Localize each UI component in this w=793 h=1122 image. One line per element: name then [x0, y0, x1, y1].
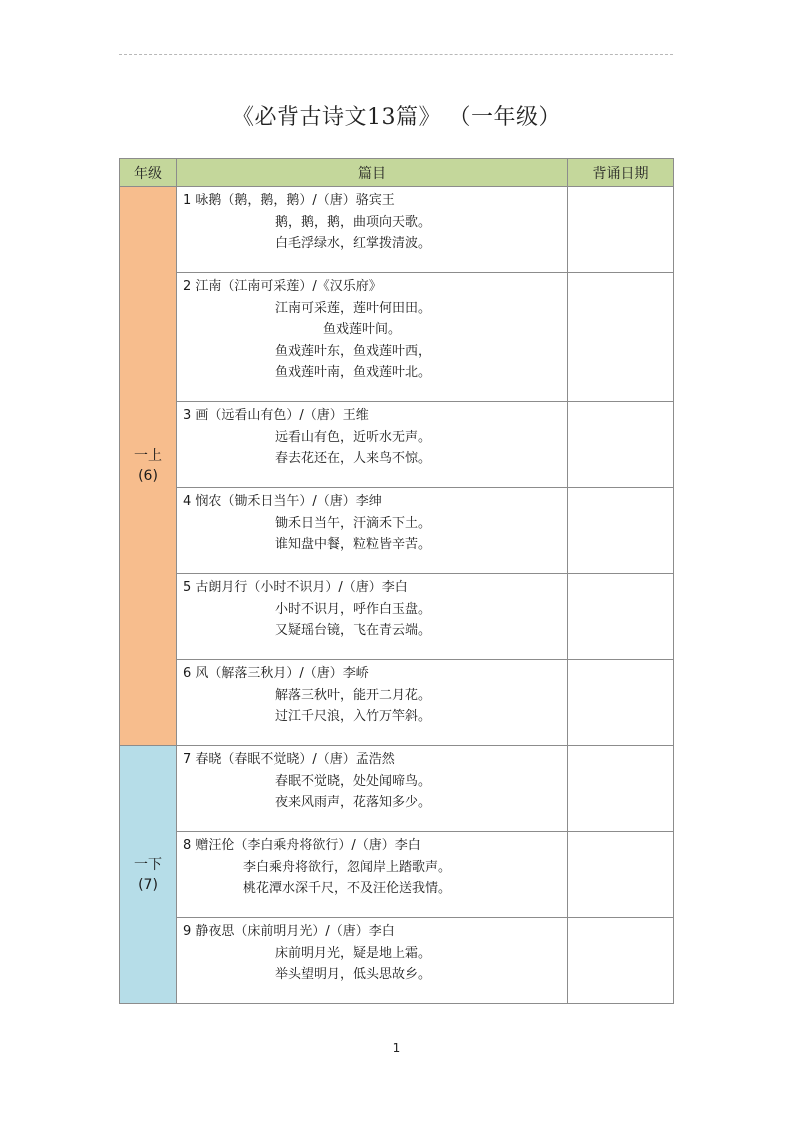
recite-date-cell[interactable]: [568, 187, 674, 273]
table-row: [120, 574, 674, 660]
recite-date-cell[interactable]: [568, 273, 674, 402]
poem-heading: 6 风（解落三秋月）/（唐）李峤: [183, 666, 369, 681]
table-header-row: [120, 159, 674, 187]
poem-cell: [177, 402, 568, 488]
poem-verse: 小时不识月，呼作白玉盘。: [275, 601, 432, 617]
grade-label: 一上: [134, 448, 162, 464]
poem-heading: 8 赠汪伦（李白乘舟将欲行）/（唐）李白: [183, 838, 421, 853]
poem-verse: 远看山有色，近听水无声。: [275, 429, 432, 445]
recite-date-cell[interactable]: [568, 832, 674, 918]
poem-verse: 鱼戏莲叶南，鱼戏莲叶北。: [275, 365, 432, 380]
poem-heading: 2 江南（江南可采莲）/《汉乐府》: [183, 279, 382, 294]
poem-verse: 李白乘舟将欲行，忽闻岸上踏歌声。: [243, 859, 452, 875]
header-divider: [119, 54, 673, 55]
table-row: [120, 746, 674, 832]
poem-cell: [177, 574, 568, 660]
poem-verse: 鹅，鹅，鹅，曲项向天歌。: [275, 214, 432, 230]
table-row: [120, 187, 674, 273]
table-row: [120, 402, 674, 488]
document-title: 《必背古诗文13篇》 （一年级）: [232, 105, 561, 130]
poem-verse: 春去花还在，人来鸟不惊。: [275, 451, 432, 466]
poem-verse: 鱼戏莲叶间。: [323, 322, 402, 337]
poem-cell: [177, 746, 568, 832]
poem-verse: 白毛浮绿水，红掌拨清波。: [275, 236, 432, 251]
grade-count: (6): [138, 468, 158, 484]
poem-verse: 床前明月光，疑是地上霜。: [275, 945, 432, 961]
header-date: 背诵日期: [568, 159, 674, 187]
poem-table: [119, 158, 674, 1004]
poem-verse: 春眠不觉晓，处处闻啼鸟。: [275, 773, 432, 789]
recite-date-cell[interactable]: [568, 488, 674, 574]
poem-verse: 夜来风雨声，花落知多少。: [275, 795, 432, 810]
poem-heading: 1 咏鹅（鹅，鹅，鹅）/（唐）骆宾王: [183, 193, 395, 208]
table-row: [120, 660, 674, 746]
grade-cell-first-semester: [120, 187, 177, 746]
poem-verse: 解落三秋叶，能开二月花。: [275, 687, 432, 703]
recite-date-cell[interactable]: [568, 402, 674, 488]
table-row: [120, 918, 674, 1004]
poem-verse: 举头望明月，低头思故乡。: [275, 967, 432, 982]
poem-heading: 3 画（远看山有色）/（唐）王维: [183, 408, 369, 423]
grade-cell-second-semester: [120, 746, 177, 1004]
page-number: 1: [392, 1041, 401, 1055]
poem-verse: 过江千尺浪，入竹万竿斜。: [275, 709, 432, 724]
poem-cell: [177, 273, 568, 402]
poem-verse: 锄禾日当午，汗滴禾下土。: [275, 515, 432, 531]
recite-date-cell[interactable]: [568, 918, 674, 1004]
poem-verse: 鱼戏莲叶东，鱼戏莲叶西，: [275, 343, 432, 359]
poem-verse: 桃花潭水深千尺，不及汪伦送我情。: [243, 881, 452, 896]
poem-heading: 4 悯农（锄禾日当午）/（唐）李绅: [183, 494, 382, 509]
header-title: 篇目: [177, 159, 568, 187]
grade-count: (7): [138, 876, 158, 893]
grade-label: 一下: [134, 856, 162, 873]
recite-date-cell[interactable]: [568, 574, 674, 660]
poem-heading: 7 春晓（春眠不觉晓）/（唐）孟浩然: [183, 752, 395, 767]
recite-date-cell[interactable]: [568, 746, 674, 832]
poem-heading: 5 古朗月行（小时不识月）/（唐）李白: [183, 580, 408, 595]
poem-cell: [177, 832, 568, 918]
poem-cell: [177, 187, 568, 273]
poem-cell: [177, 660, 568, 746]
poem-verse: 江南可采莲，莲叶何田田。: [275, 300, 432, 316]
poem-verse: 谁知盘中餐，粒粒皆辛苦。: [275, 537, 432, 552]
poem-heading: 9 静夜思（床前明月光）/（唐）李白: [183, 924, 395, 939]
table-row: [120, 273, 674, 402]
table-row: [120, 832, 674, 918]
table-row: [120, 488, 674, 574]
poem-cell: [177, 488, 568, 574]
header-grade: 年级: [120, 159, 177, 187]
poem-cell: [177, 918, 568, 1004]
recite-date-cell[interactable]: [568, 660, 674, 746]
poem-verse: 又疑瑶台镜，飞在青云端。: [275, 623, 432, 638]
